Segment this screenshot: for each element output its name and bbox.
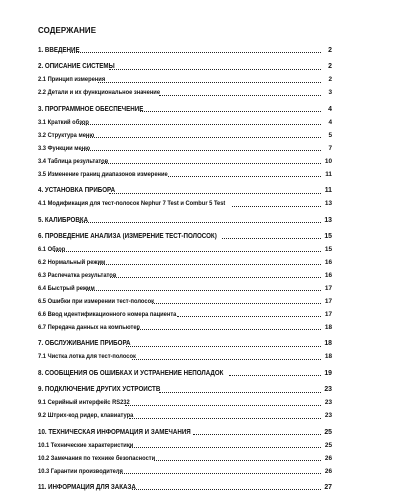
dot-leader (229, 375, 321, 376)
toc-entry-label: 3.2 Структура меню (38, 131, 95, 139)
dot-leader (129, 447, 321, 448)
dot-leader (86, 290, 321, 291)
dot-leader (222, 238, 321, 239)
toc-entry-label: 4. УСТАНОВКА ПРИБОРА (38, 187, 116, 195)
toc-entry-6-6 (38, 306, 332, 319)
toc-entry-label: 6.3 Распечатка результатов (38, 271, 117, 279)
toc-entry-9-2 (38, 407, 332, 420)
toc-entry-page: 19 (324, 369, 332, 377)
dot-leader (101, 163, 321, 164)
toc-entry-3-4 (38, 153, 332, 166)
toc-entry-page: 18 (324, 323, 332, 331)
toc-entry-page: 7 (328, 144, 332, 152)
toc-entry-label: 6.4 Быстрый режим (38, 284, 95, 292)
toc-entry-label: 10.3 Гарантии производителя (38, 467, 123, 475)
toc-entry-page: 3 (328, 89, 332, 97)
toc-entry-page: 16 (324, 258, 332, 266)
toc-entry-1 (38, 42, 332, 55)
toc-entry-label: 9. ПОДКЛЮЧЕНИЕ ДРУГИХ УСТРОЙСТВ (38, 386, 161, 394)
toc-entry-page: 13 (324, 200, 332, 208)
toc-entry-page: 26 (324, 454, 332, 462)
dot-leader (140, 111, 321, 112)
toc-entry-page: 13 (324, 216, 332, 224)
toc-list (38, 42, 332, 492)
toc-entry-page: 25 (324, 428, 332, 436)
toc-entry-page: 2 (328, 76, 332, 84)
dot-leader (129, 418, 321, 419)
toc-entry-7-1 (38, 348, 332, 361)
toc-entry-label: 2.1 Принцип измерения (38, 76, 106, 84)
toc-entry-label: 3.5 Изменение границ диапазонов измерение (38, 170, 168, 178)
toc-entry-6-5 (38, 293, 332, 306)
toc-entry-6-1 (38, 241, 332, 254)
toc-entry-label: 3.3 Функции меню (38, 144, 91, 152)
dot-leader (159, 95, 321, 96)
toc-entry-label: 3.1 Краткий обзор (38, 118, 89, 126)
dot-leader (132, 359, 321, 360)
toc-entry-8 (38, 365, 332, 378)
toc-entry-label: 2. ОПИСАНИЕ СИСТЕМЫ (38, 63, 115, 71)
toc-entry-page: 2 (328, 47, 332, 54)
dot-leader (154, 460, 321, 461)
toc-entry-page: 5 (328, 131, 332, 139)
toc-entry-label: 6.6 Ввод идентификационного номера пациента (38, 310, 177, 318)
toc-entry-page: 26 (324, 467, 332, 475)
toc-entry-label: 5. КАЛИБРОВКА (38, 216, 89, 224)
dot-leader (137, 329, 321, 330)
toc-entry-2-1 (38, 71, 332, 84)
toc-entry-4 (38, 182, 332, 195)
toc-entry-page: 17 (324, 284, 332, 292)
toc-entry-page: 18 (324, 340, 332, 348)
toc-entry-11 (38, 479, 332, 492)
toc-entry-9 (38, 381, 332, 394)
toc-entry-label: 7. ОБСЛУЖИВАНИЕ ПРИБОРА (38, 340, 131, 348)
dot-leader (126, 346, 321, 347)
toc-entry-page: 15 (324, 232, 332, 240)
dot-leader (232, 206, 321, 207)
toc-entry-page: 4 (328, 105, 332, 113)
toc-entry-label: 10. ТЕХНИЧЕСКАЯ ИНФОРМАЦИЯ И ЗАМЕЧАНИЯ (38, 428, 191, 436)
dot-leader (193, 434, 321, 435)
toc-entry-9-1 (38, 394, 332, 407)
toc-entry-page: 23 (324, 412, 332, 420)
dot-leader (70, 52, 321, 53)
toc-entry-page: 17 (324, 297, 332, 305)
toc-entry-6-2 (38, 254, 332, 267)
toc-entry-10 (38, 424, 332, 437)
dot-leader (79, 222, 321, 223)
toc-entry-5 (38, 212, 332, 225)
dot-leader (110, 277, 321, 278)
toc-entry-6-3 (38, 267, 332, 280)
dot-leader (168, 176, 321, 177)
toc-entry-label: 9.1 Серийный интерфейс RS232 (38, 399, 130, 407)
toc-entry-page: 16 (324, 271, 332, 279)
dot-leader (125, 405, 321, 406)
dot-leader (98, 264, 321, 265)
toc-entry-10-1 (38, 437, 332, 450)
toc-entry-label: 3.4 Таблица результатов (38, 157, 109, 165)
toc-entry-2 (38, 58, 332, 71)
toc-entry-page: 18 (324, 353, 332, 361)
dot-leader (109, 69, 321, 70)
toc-entry-page: 4 (328, 118, 332, 126)
toc-entry-10-3 (38, 463, 332, 476)
toc-entry-label: 6.1 Обзор (38, 245, 66, 253)
toc-entry-3-1 (38, 114, 332, 127)
toc-entry-label: 9.2 Штрих-код ридер, клавиатура (38, 412, 134, 420)
toc-entry-3-2 (38, 127, 332, 140)
toc-entry-page: 27 (324, 483, 332, 491)
toc-entry-label: 10.1 Технические характеристики (38, 441, 134, 449)
toc-entry-label: 6.2 Нормальный режим (38, 258, 106, 266)
dot-leader (152, 303, 321, 304)
toc-entry-page: 10 (324, 157, 332, 165)
dot-leader (177, 316, 321, 317)
toc-entry-6-7 (38, 319, 332, 332)
toc-entry-label: 3. ПРОГРАММНОЕ ОБЕСПЕЧЕНИЕ (38, 105, 144, 113)
toc-entry-label: 11. ИНФОРМАЦИЯ ДЛЯ ЗАКАЗА (38, 483, 136, 491)
toc-entry-6-4 (38, 280, 332, 293)
dot-leader (81, 150, 321, 151)
toc-entry-4-1 (38, 195, 332, 208)
toc-entry-page: 25 (324, 441, 332, 449)
toc-entry-label: 2.2 Детали и их функциональное значение (38, 89, 161, 97)
dot-leader (132, 489, 321, 490)
toc-entry-page: 11 (325, 170, 332, 178)
toc-entry-3-3 (38, 140, 332, 153)
dot-leader (54, 251, 321, 252)
toc-entry-3 (38, 101, 332, 114)
toc-title: СОДЕРЖАНИЕ (38, 25, 97, 35)
toc-entry-label: 8. СООБЩЕНИЯ ОБ ОШИБКАХ И УСТРАНЕНИЕ НЕПОЛАДОК (38, 369, 224, 377)
dot-leader (86, 137, 321, 138)
toc-entry-label: 10.2 Замечания по технике безопасности (38, 454, 156, 462)
toc-entry-label: 1. ВВЕДЕНИЕ (38, 47, 80, 54)
toc-entry-10-2 (38, 450, 332, 463)
toc-entry-label: 6.5 Ошибки при измерении тест-полосок (38, 297, 154, 305)
toc-entry-2-2 (38, 84, 332, 97)
toc-entry-7 (38, 335, 332, 348)
toc-entry-page: 2 (328, 63, 332, 71)
toc-entry-page: 11 (324, 187, 332, 195)
toc-entry-label: 6. ПРОВЕДЕНИЕ АНАЛИЗА (ИЗМЕРЕНИЕ ТЕСТ-ПОЛОСОК) (38, 232, 217, 240)
dot-leader (159, 392, 321, 393)
toc-entry-label: 7.1 Чистка лотка для тест-полосок (38, 353, 136, 361)
toc-entry-page: 23 (324, 386, 332, 394)
toc-entry-label: 4.1 Модификация для тест-полосок Nephur 7 Test и Combur 5 Test (38, 200, 226, 208)
toc-entry-3-5 (38, 166, 332, 179)
dot-leader (80, 124, 321, 125)
toc-entry-page: 23 (324, 399, 332, 407)
dot-leader (98, 82, 321, 83)
toc-entry-label: 6.7 Передача данных на компьютер (38, 323, 141, 331)
table-of-contents (38, 25, 332, 492)
toc-entry-page: 17 (324, 310, 332, 318)
toc-entry-page: 15 (324, 245, 332, 253)
toc-entry-6 (38, 228, 332, 241)
dot-leader (118, 473, 321, 474)
dot-leader (109, 193, 321, 194)
